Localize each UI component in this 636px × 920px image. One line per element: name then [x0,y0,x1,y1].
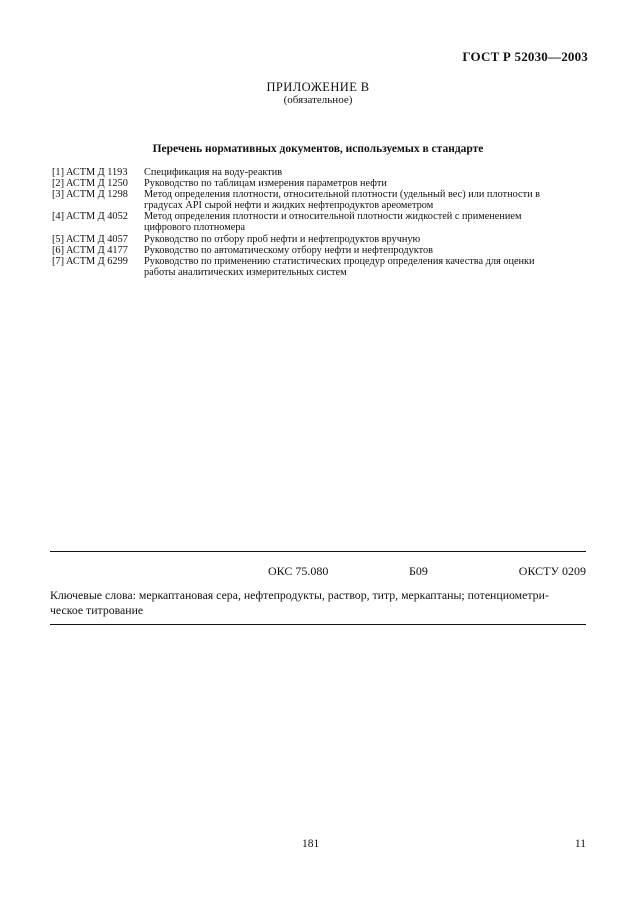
reference-item [52,178,592,189]
reference-item [52,234,592,245]
reference-code: АСТМ Д 1193 [66,167,128,178]
reference-title: Метод определения плотности, относительной плотности (удельный вес) или плотности в градусах API сырой нефти и жидких нефтепродуктов ареометром [144,189,541,212]
reference-number: [5] [52,233,65,245]
reference-title: Метод определения плотности и относительной плотности жидкостей с применением цифрового плотномера [144,211,522,234]
reference-code: АСТМ Д 4177 [66,244,128,256]
reference-item [52,167,592,178]
reference-list [52,167,592,278]
reference-code: АСТМ Д 1298 [66,189,128,201]
annex-status: (обязательное) [283,94,353,106]
reference-item [52,189,592,211]
keywords: Ключевые слова: меркаптановая сера, нефтепродукты, раствор, титр, меркаптаны; потенциометри- ческое титрование [50,588,549,617]
reference-number: [4] [52,211,65,223]
reference-title: Руководство по автоматическому отбору нефти и нефтепродуктов [144,244,433,256]
reference-title: Спецификация на воду-реактив [144,167,283,178]
reference-list-title: Перечень нормативных документов, используемых в стандарте [152,143,484,155]
reference-code: АСТМ Д 4057 [66,233,128,245]
page-number-right: 11 [574,838,586,850]
bottom-rule [50,624,586,625]
top-rule [50,551,586,552]
oks-code: ОКС 75.080 [268,564,329,578]
reference-code: АСТМ Д 1250 [66,178,128,190]
group-code: Б09 [409,564,428,578]
reference-number: [6] [52,244,65,256]
reference-number: [1] [52,167,65,178]
reference-title: Руководство по таблицам измерения параметров нефти [144,178,387,190]
reference-item [52,245,592,256]
reference-number: [7] [52,255,65,267]
reference-number: [3] [52,189,65,201]
reference-title: Руководство по отбору проб нефти и нефтепродуктов вручную [144,233,421,245]
reference-item [52,256,592,278]
okstu-code: ОКСТУ 0209 [518,564,586,578]
reference-code: АСТМ Д 4052 [66,211,128,223]
reference-number: [2] [52,178,65,190]
annex-title: ПРИЛОЖЕНИЕ В [266,80,370,94]
reference-title: Руководство по применению статистических процедур определения качества для оценки работы аналитических измерительных систем [144,255,535,278]
reference-item [52,211,592,233]
page-number-center: 181 [302,838,320,850]
reference-code: АСТМ Д 6299 [66,255,128,267]
standard-designation: ГОСТ Р 52030—2003 [462,49,588,64]
